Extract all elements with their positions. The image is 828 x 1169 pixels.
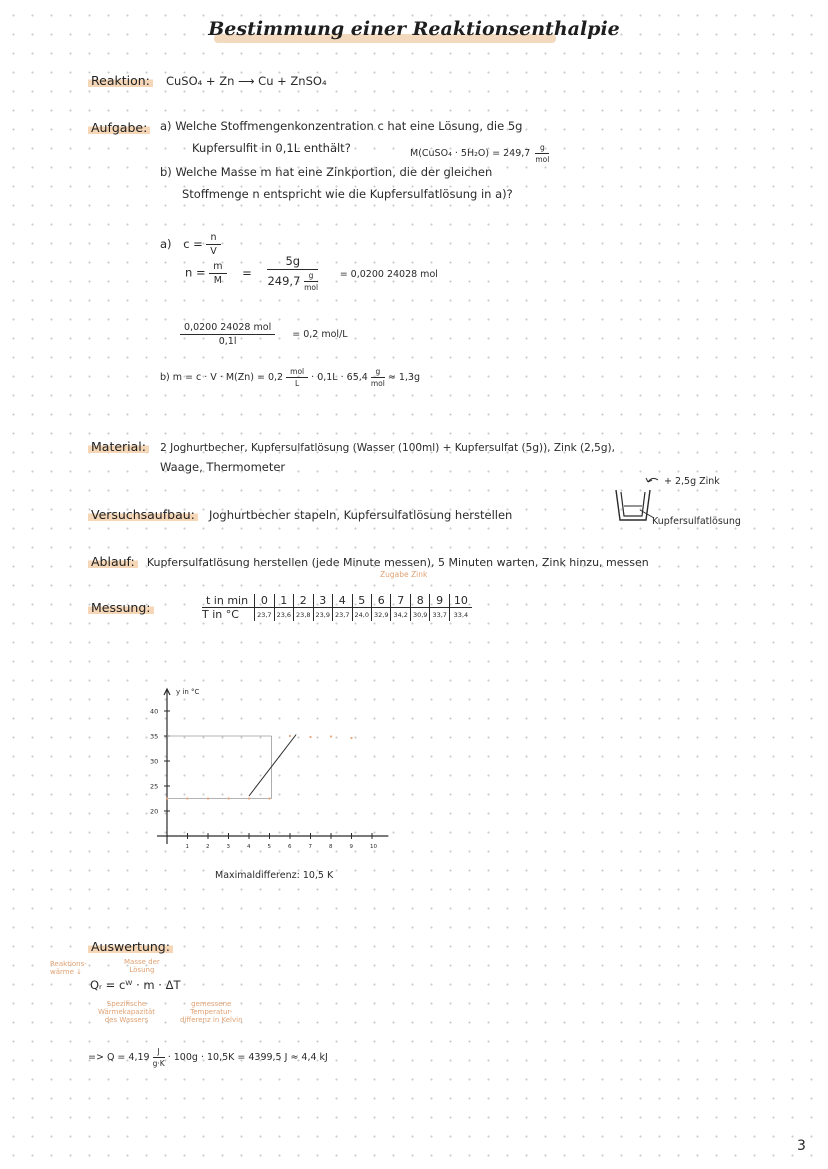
b-unit2 [371,367,385,388]
mass-over-molar [267,254,318,292]
data-point [289,735,291,737]
data-point [309,736,311,738]
mass-value: 5g [267,254,318,270]
material-section [88,436,615,455]
aufgabe-b-line1: b) Welche Masse m hat eine Zinkportion, die der gleichen [160,165,493,179]
ann-reaktion: Reaktions- wärme ↓ [50,960,87,976]
x-tick-label: 8 [329,844,333,850]
page-number: 3 [797,1138,806,1154]
b-mid: · 0,1L · 65,4 [311,372,368,383]
temp-cell: 33,7 [430,608,449,622]
m-over-M [209,261,226,286]
temp-cell: 23,9 [313,608,332,622]
y-axis-label: y in °C [176,688,200,696]
reaction-equation: CuSO₄ + Zn ⟶ Cu + ZnSO₄ [165,74,327,88]
reaction-label: Reaktion: [88,73,153,88]
m-den: M [213,274,222,286]
x-tick-label: 6 [288,844,292,850]
molar-u-num: g [304,271,318,282]
b-text: b) m = c · V · M(Zn) = 0,2 [160,372,284,383]
x-tick-label: 3 [226,844,230,850]
data-point [186,797,188,799]
time-cell: 1 [274,594,293,608]
time-row-label: t in min [202,594,255,608]
time-cell: 8 [410,594,429,608]
time-cell: 0 [255,594,274,608]
y-tick-label: 40 [150,707,159,716]
c-result: = 0,2 mol/L [292,329,348,340]
temp-cell: 34,2 [391,608,410,622]
aufgabe-b-line2: Stoffmenge n entspricht wie die Kupfersulfatlösung in a)? [182,187,513,201]
time-cell: 7 [391,594,410,608]
n-result: = 0,0200 24028 mol [339,268,438,280]
c-num2: 0,0200 24028 mol [180,322,275,335]
molar-value: 249,7 [267,274,301,288]
temp-cell: 24,0 [352,608,371,622]
time-cell: 4 [333,594,352,608]
calc-start: => Q = 4,19 [88,1052,150,1063]
y-tick-label: 35 [150,732,159,741]
temp-cell: 23,7 [333,608,352,622]
x-tick-label: 10 [370,844,377,850]
aufgabe-label-wrap [88,117,150,136]
data-point [248,797,250,799]
sketch-label: Kupfersulfatlösung [652,516,741,527]
versuchsaufbau-label: Versuchsaufbau: [88,507,198,522]
time-cell: 10 [449,594,472,608]
c-formula-lhs: c = [183,237,203,251]
time-cell: 3 [313,594,332,608]
messung-label: Messung: [88,600,154,615]
solution-b [160,367,420,388]
temp-row [202,608,472,622]
y-tick-label: 20 [150,807,159,816]
b-unit1 [286,367,308,388]
versuchsaufbau-text: Joghurtbecher stapeln, Kupfersulfatlösung herstellen [208,508,513,522]
calc-u-num: J [153,1047,165,1058]
auswertung-calc [88,1047,328,1068]
temperature-chart [130,680,430,880]
time-row [202,594,472,608]
temp-cell: 23,6 [274,608,293,622]
reaction-section [88,70,327,89]
aufgabe-a-line2: Kupfersulfit in 0,1L enthält? [192,141,351,155]
material-line1: 2 Joghurtbecher, Kupfersulfatlösung (Wasser (100ml) + Kupfersulfat (5g)), Zink (2,5g), [160,442,615,454]
solution-c-calc [180,322,348,347]
x-tick-label: 5 [267,844,271,850]
b-u2-num: g [371,367,385,378]
y-tick-label: 25 [150,782,159,791]
time-cell: 9 [430,594,449,608]
c-frac2 [180,322,275,347]
x-tick-label: 9 [349,844,353,850]
x-tick-label: 4 [247,844,251,850]
molar-den [267,270,318,292]
c-den2: 0,1l [218,336,237,347]
data-point [330,735,332,737]
molar-unit-den: mol [535,155,550,164]
b-u2-den: mol [370,379,385,388]
page-title: Bestimmung einer Reaktionsenthalpie [208,18,620,40]
auswertung-label: Auswertung: [88,939,173,954]
versuchsaufbau-section [88,504,512,523]
calc-end: · 100g · 10,5K = 4399,5 J ≈ 4,4 kJ [167,1052,328,1063]
messung-label-wrap [88,597,154,616]
molar-mass-unit [535,143,549,164]
temp-cell: 30,9 [410,608,429,622]
chart-annotation: Maximaldifferenz: 10,5 K [215,870,334,881]
auswertung-formula: Qᵣ = cᵂ · m · ΔT [90,978,181,992]
measurement-table [202,594,472,621]
ablauf-section [88,551,649,570]
molar-mass-text: M(CuSO₄ · 5H₂O) = 249,7 [410,148,531,159]
b-u1-den: L [295,379,300,388]
temp-cell: 23,7 [255,608,274,622]
c-num: n [206,232,220,245]
molar-u-den: mol [304,283,319,292]
regression-line [249,735,296,797]
zugabe-note: Zugabe Zink [380,570,428,579]
ann-masse: Masse der Lösung [124,958,160,974]
calc-u-den: g·K [152,1059,165,1068]
zink-note: + 2,5g Zink [664,476,720,487]
m-num: m [209,261,226,274]
temp-cell: 32,9 [371,608,390,622]
time-cell: 2 [294,594,313,608]
data-point [207,797,209,799]
data-point [227,797,229,799]
temp-row-label: T in °C [202,608,239,621]
x-tick-label: 2 [206,844,210,850]
ablauf-text: Kupfersulfatlösung herstellen (jede Minute messen), 5 Minuten warten, Zink hinzu, messen [146,556,649,569]
aufgabe-label: Aufgabe: [88,120,150,135]
material-line2: Waage, Thermometer [160,460,286,474]
molar-unit-num: g [535,143,549,154]
x-tick-label: 7 [308,844,312,850]
x-tick-label: 1 [185,844,189,850]
b-result: ≈ 1,3g [387,372,420,383]
solution-n-calc [185,254,438,292]
calc-unit [153,1047,165,1068]
n-lhs: n = [185,265,206,280]
time-cell: 6 [371,594,390,608]
temp-cell: 23,8 [294,608,313,622]
n-eq: = [242,265,252,280]
data-point [268,797,270,799]
auswertung-label-wrap [88,936,173,955]
aufgabe-molar-mass [410,143,549,164]
data-point [166,797,168,799]
ann-spezifisch: Spezifische Wärmekapazität des Wassers [98,1000,155,1024]
y-tick-label: 30 [150,757,159,766]
aufgabe-a-line1: a) Welche Stoffmengenkonzentration c hat eine Lösung, die 5g [160,119,523,133]
time-cell: 5 [352,594,371,608]
ann-gemessen: gemessene Temperatur- differenz in Kelvin [180,1000,243,1024]
molar-value-unit [304,271,318,292]
c-den: V [210,246,217,257]
data-point [350,737,352,739]
solution-a-label: a) [160,237,172,251]
material-label: Material: [88,439,149,454]
temp-cell: 33,4 [449,608,472,622]
ablauf-label: Ablauf: [88,554,138,569]
b-u1-num: mol [286,367,308,378]
